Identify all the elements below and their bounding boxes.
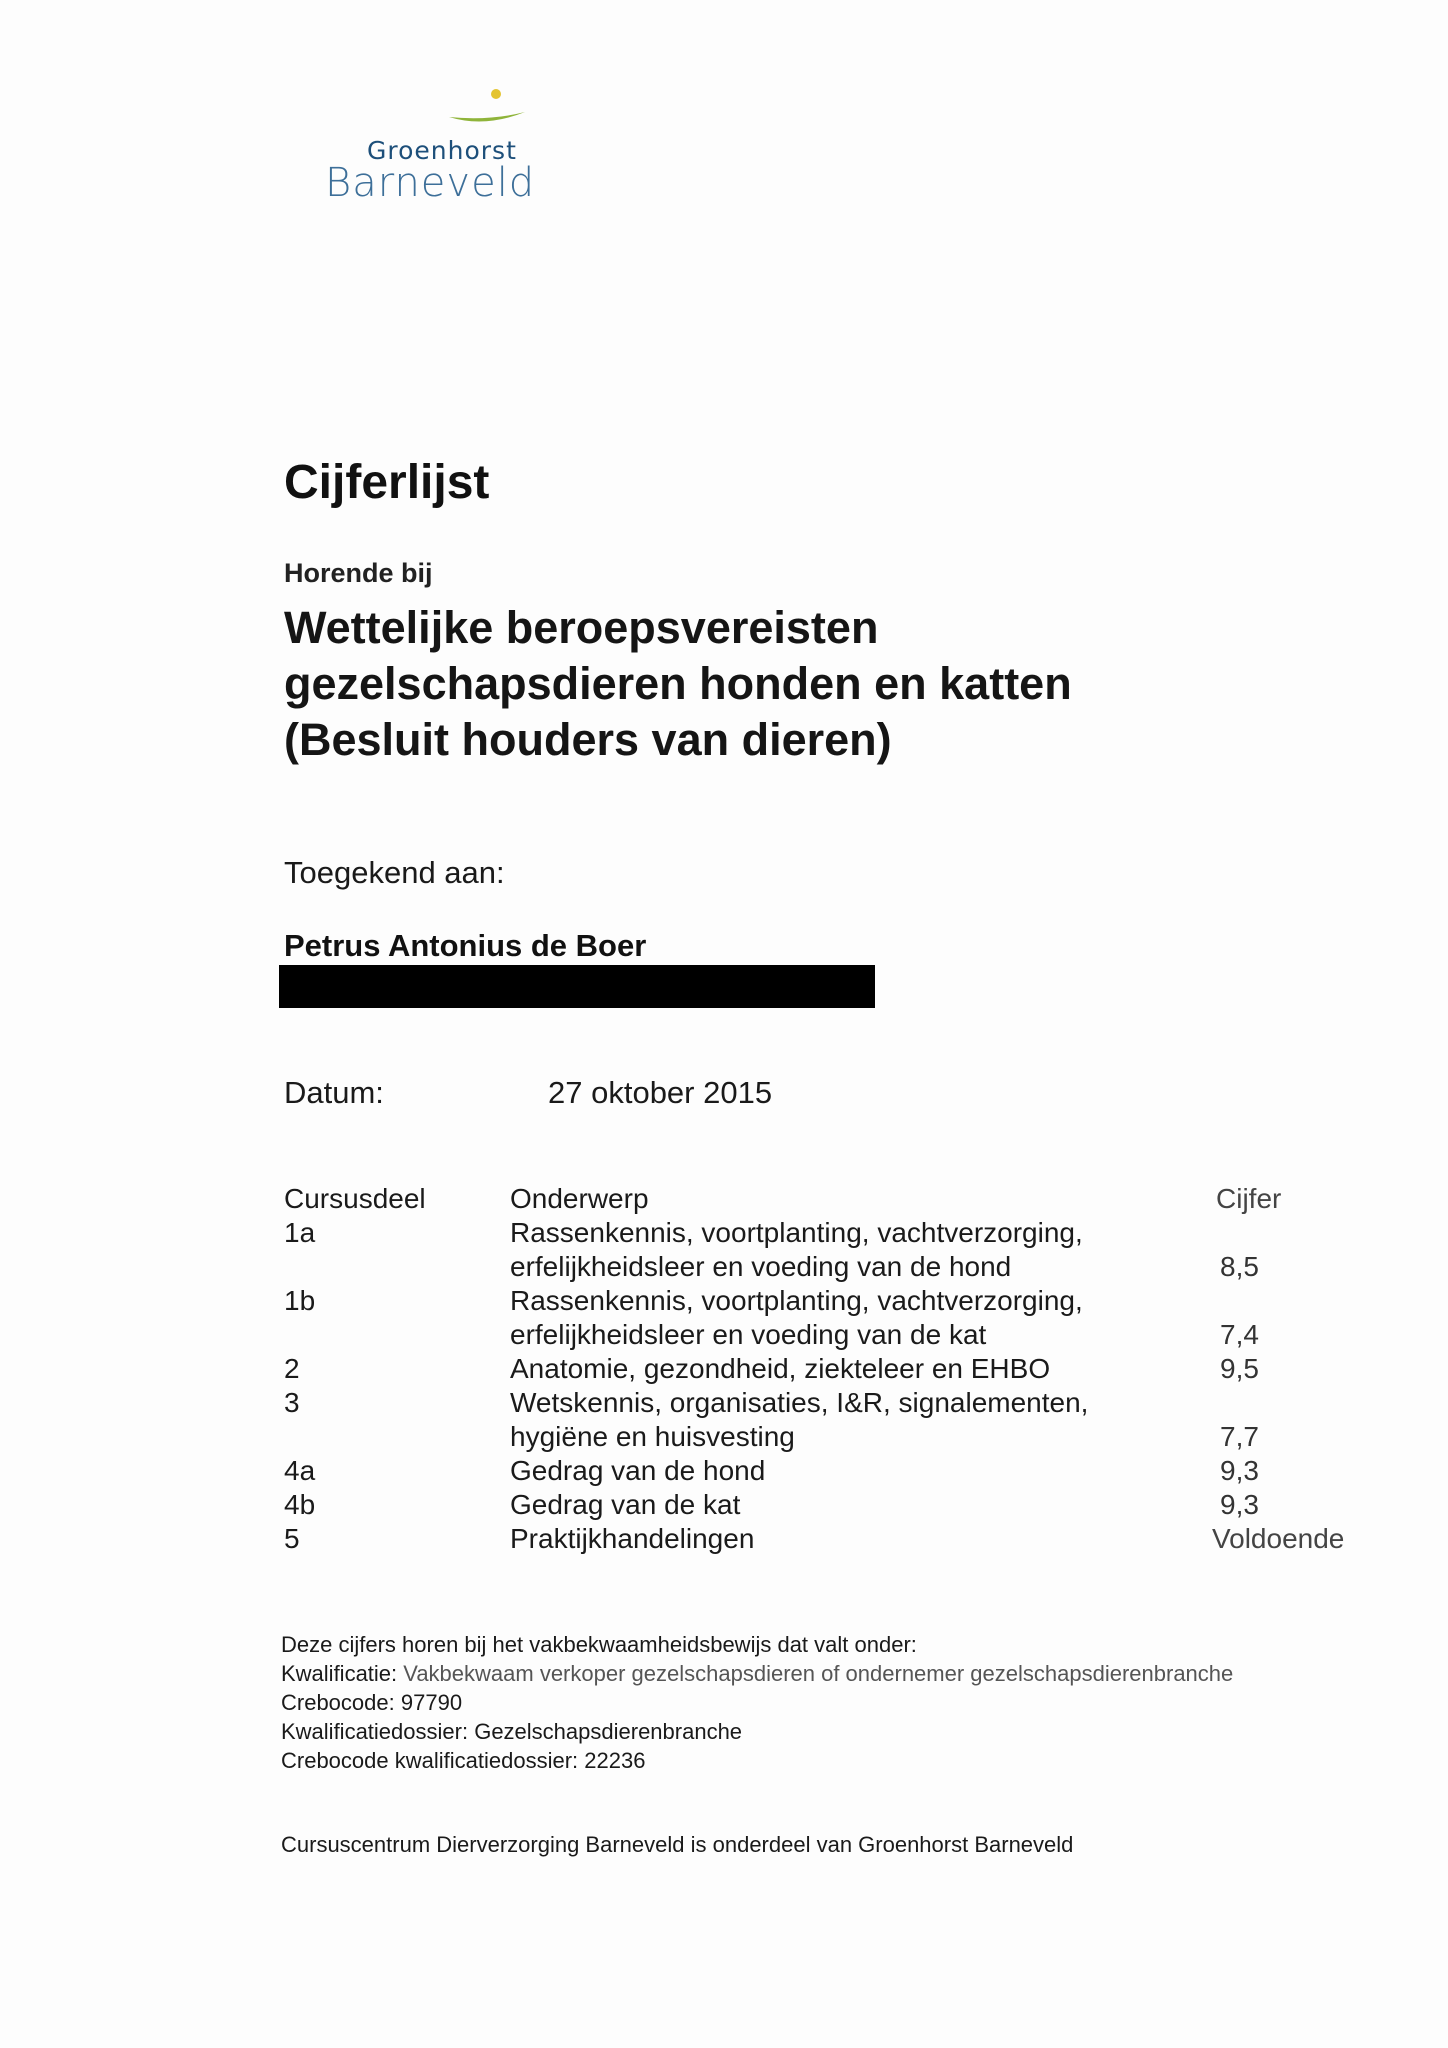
table-row <box>284 1522 1364 1556</box>
footer-dossier: Kwalificatiedossier: Gezelschapsdierenbranche <box>281 1719 743 1744</box>
row-subject: Gedrag van de hond <box>510 1455 766 1486</box>
row-part: 1a <box>284 1217 316 1248</box>
row-subject: Anatomie, gezondheid, ziekteleer en EHBO <box>510 1353 1051 1384</box>
row-grade: 7,7 <box>1220 1421 1259 1452</box>
row-part: 2 <box>284 1353 300 1384</box>
logo-text-barneveld: Barneveld <box>325 160 536 206</box>
header-subject: Onderwerp <box>510 1183 649 1214</box>
footer-note: Cursuscentrum Dierverzorging Barneveld is onderdeel van Groenhorst Barneveld <box>281 1832 1074 1857</box>
logo-text-groenhorst: Groenhorst <box>367 136 517 165</box>
subject-line: (Besluit houders van dieren) <box>284 714 892 765</box>
row-grade: 7,4 <box>1220 1319 1259 1350</box>
table-row <box>284 1488 1364 1522</box>
awarded-label: Toegekend aan: <box>284 855 505 890</box>
footer-qualification: Kwalificatie: Vakbekwaam verkoper gezelschapsdieren of ondernemer gezelschapsdierenbranche <box>281 1661 1234 1686</box>
row-part: 3 <box>284 1387 300 1418</box>
footer-dossier-crebo: Crebocode kwalificatiedossier: 22236 <box>281 1748 646 1773</box>
row-grade: 9,3 <box>1220 1489 1259 1520</box>
table-row <box>284 1216 1364 1284</box>
course-subject <box>284 600 1072 768</box>
row-grade: Voldoende <box>1212 1523 1345 1554</box>
row-subject: Wetskennis, organisaties, I&R, signalementen, hygiëne en huisvesting <box>510 1387 1089 1452</box>
row-part: 1b <box>284 1285 316 1316</box>
row-subject: Rassenkennis, voortplanting, vachtverzorging, erfelijkheidsleer en voeding van de hond <box>510 1217 1083 1282</box>
row-part: 4b <box>284 1489 316 1520</box>
row-part: 4a <box>284 1455 316 1486</box>
footer-crebo: Crebocode: 97790 <box>281 1690 463 1715</box>
row-subject: Rassenkennis, voortplanting, vachtverzorging, erfelijkheidsleer en voeding van de kat <box>510 1285 1083 1350</box>
qualification-info <box>281 1630 1233 1775</box>
grades-header-row <box>284 1182 1364 1216</box>
redaction-bar <box>279 965 875 1008</box>
subject-line: Wettelijke beroepsvereisten <box>284 602 879 653</box>
row-grade: 8,5 <box>1220 1251 1259 1282</box>
header-grade: Cijfer <box>1216 1183 1282 1214</box>
grades-table <box>284 1182 1364 1556</box>
subtitle-label: Horende bij <box>284 558 433 588</box>
row-subject: Praktijkhandelingen <box>510 1523 755 1554</box>
table-row <box>284 1284 1364 1352</box>
row-grade: 9,3 <box>1220 1455 1259 1486</box>
groenhorst-logo <box>325 82 585 212</box>
row-part: 5 <box>284 1523 300 1554</box>
table-row <box>284 1352 1364 1386</box>
page-title: Cijferlijst <box>284 456 490 509</box>
header-part: Cursusdeel <box>284 1183 426 1214</box>
table-row <box>284 1386 1364 1454</box>
row-grade: 9,5 <box>1220 1353 1259 1384</box>
recipient-name: Petrus Antonius de Boer <box>284 928 647 963</box>
subject-line: gezelschapsdieren honden en katten <box>284 658 1072 709</box>
row-subject: Gedrag van de kat <box>510 1489 741 1520</box>
footer-intro: Deze cijfers horen bij het vakbekwaamheidsbewijs dat valt onder: <box>281 1632 917 1657</box>
date-label: Datum: <box>284 1075 384 1110</box>
table-row <box>284 1454 1364 1488</box>
date-value: 27 oktober 2015 <box>548 1075 773 1110</box>
leaf-swoosh-icon <box>325 82 585 142</box>
